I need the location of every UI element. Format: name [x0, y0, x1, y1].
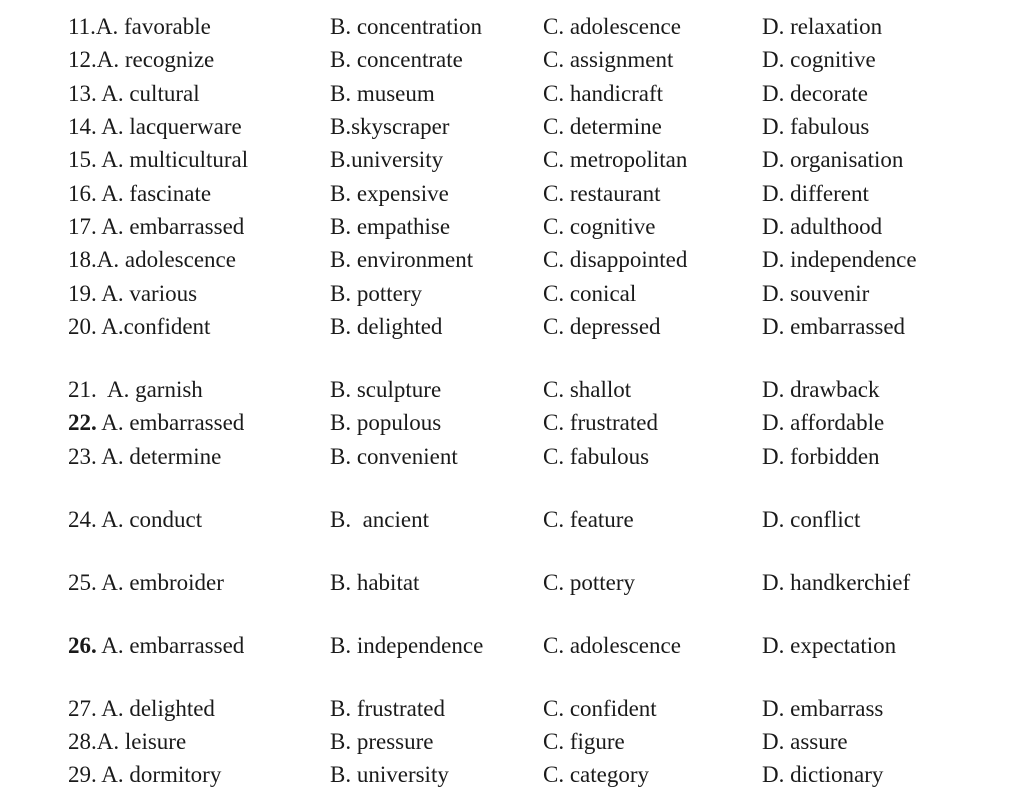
- question-number: 21.: [68, 377, 97, 402]
- option-c: C. disappointed: [543, 247, 688, 272]
- question-row: [0, 11, 1024, 43]
- question-number: 15.: [68, 147, 97, 172]
- number-spacing: [97, 377, 107, 402]
- question-row: [0, 144, 1024, 176]
- option-b: B. expensive: [330, 181, 449, 206]
- option-b: B. independence: [330, 633, 484, 658]
- option-c: C. confident: [543, 696, 657, 721]
- question-number: 12.: [68, 47, 97, 72]
- option-a-cell: [68, 44, 214, 76]
- question-number: 11.: [68, 14, 96, 39]
- option-a: A. fascinate: [101, 181, 212, 206]
- option-a: A. determine: [101, 444, 222, 469]
- option-c: C. shallot: [543, 377, 632, 402]
- option-c: C. depressed: [543, 314, 661, 339]
- option-d: D. relaxation: [762, 14, 883, 39]
- option-d: D. forbidden: [762, 444, 880, 469]
- option-b: B.skyscraper: [330, 114, 450, 139]
- option-a-cell: [68, 407, 244, 439]
- question-row: [0, 630, 1024, 662]
- option-a-cell: [68, 211, 244, 243]
- option-a: A. embarrassed: [101, 410, 245, 435]
- option-a: A. delighted: [101, 696, 215, 721]
- option-c: C. frustrated: [543, 410, 658, 435]
- question-number: 24.: [68, 507, 97, 532]
- option-b: B.university: [330, 147, 444, 172]
- option-d: D. adulthood: [762, 214, 883, 239]
- option-a: A.confident: [101, 314, 211, 339]
- question-row: [0, 278, 1024, 310]
- option-a-cell: [68, 726, 186, 758]
- option-a-cell: [68, 693, 215, 725]
- option-c: C. adolescence: [543, 633, 681, 658]
- question-row: [0, 504, 1024, 536]
- option-a: A. embarrassed: [101, 214, 245, 239]
- option-b: B. pottery: [330, 281, 422, 306]
- option-b: B. university: [330, 762, 449, 787]
- question-row: [0, 407, 1024, 439]
- option-a-cell: [68, 111, 242, 143]
- question-row: [0, 374, 1024, 406]
- option-a: A. recognize: [96, 47, 215, 72]
- option-a-cell: [68, 374, 203, 406]
- question-row: [0, 567, 1024, 599]
- option-a: A. favorable: [95, 14, 211, 39]
- option-a: A. conduct: [101, 507, 203, 532]
- question-row: [0, 759, 1024, 791]
- option-b: B. delighted: [330, 314, 443, 339]
- option-a: A. dormitory: [101, 762, 222, 787]
- option-d: D. assure: [762, 729, 848, 754]
- option-b: B. empathise: [330, 214, 451, 239]
- question-row: [0, 244, 1024, 276]
- option-c: C. category: [543, 762, 650, 787]
- option-a: A. embroider: [101, 570, 224, 595]
- question-number: 13.: [68, 81, 97, 106]
- question-row: [0, 44, 1024, 76]
- option-c: C. determine: [543, 114, 662, 139]
- option-d: D. independence: [762, 247, 917, 272]
- option-b: B. sculpture: [330, 377, 442, 402]
- option-a-cell: [68, 441, 221, 473]
- option-a-cell: [68, 178, 211, 210]
- option-a-cell: [68, 244, 236, 276]
- option-b: B. habitat: [330, 570, 420, 595]
- option-b: B. museum: [330, 81, 435, 106]
- option-c: C. figure: [543, 729, 625, 754]
- option-d: D. fabulous: [762, 114, 870, 139]
- option-b: B. concentrate: [330, 47, 463, 72]
- question-number: 26.: [68, 633, 97, 658]
- option-d: D. embarrassed: [762, 314, 906, 339]
- option-a-cell: [68, 567, 224, 599]
- question-row: [0, 311, 1024, 343]
- question-number: 25.: [68, 570, 97, 595]
- option-b: B. concentration: [330, 14, 483, 39]
- question-row: [0, 726, 1024, 758]
- question-number: 19.: [68, 281, 97, 306]
- question-number: 20.: [68, 314, 97, 339]
- option-c: C. restaurant: [543, 181, 661, 206]
- question-number: 14.: [68, 114, 97, 139]
- option-a-cell: [68, 311, 210, 343]
- question-row: [0, 78, 1024, 110]
- option-d: D. expectation: [762, 633, 897, 658]
- question-row: [0, 111, 1024, 143]
- option-a: A. multicultural: [101, 147, 249, 172]
- option-d: D. dictionary: [762, 762, 884, 787]
- option-c: C. conical: [543, 281, 637, 306]
- option-a: A. leisure: [96, 729, 187, 754]
- option-d: D. souvenir: [762, 281, 870, 306]
- option-c: C. metropolitan: [543, 147, 688, 172]
- option-b: B. environment: [330, 247, 474, 272]
- option-d: D. decorate: [762, 81, 868, 106]
- option-d: D. affordable: [762, 410, 885, 435]
- question-number: 22.: [68, 410, 97, 435]
- option-a-cell: [68, 78, 200, 110]
- option-b: B. ancient: [330, 507, 429, 532]
- option-c: C. assignment: [543, 47, 674, 72]
- question-number: 17.: [68, 214, 97, 239]
- option-a-cell: [68, 11, 211, 43]
- option-b: B. frustrated: [330, 696, 445, 721]
- option-a: A. embarrassed: [101, 633, 245, 658]
- option-a-cell: [68, 278, 197, 310]
- question-row: [0, 178, 1024, 210]
- option-b: B. pressure: [330, 729, 434, 754]
- option-b: B. convenient: [330, 444, 458, 469]
- question-row: [0, 693, 1024, 725]
- option-b: B. populous: [330, 410, 442, 435]
- option-d: D. organisation: [762, 147, 904, 172]
- question-number: 18.: [68, 247, 97, 272]
- option-d: D. handkerchief: [762, 570, 911, 595]
- option-a-cell: [68, 144, 248, 176]
- question-row: [0, 441, 1024, 473]
- option-a-cell: [68, 759, 221, 791]
- option-c: C. pottery: [543, 570, 635, 595]
- option-c: C. handicraft: [543, 81, 664, 106]
- option-a-cell: [68, 504, 202, 536]
- option-a: A. cultural: [101, 81, 200, 106]
- option-c: C. fabulous: [543, 444, 650, 469]
- option-a: A. various: [101, 281, 198, 306]
- question-number: 28.: [68, 729, 97, 754]
- question-number: 27.: [68, 696, 97, 721]
- option-d: D. drawback: [762, 377, 880, 402]
- question-row: [0, 211, 1024, 243]
- option-c: C. cognitive: [543, 214, 656, 239]
- option-a-cell: [68, 630, 244, 662]
- question-number: 23.: [68, 444, 97, 469]
- option-a: A. lacquerware: [101, 114, 242, 139]
- option-d: D. embarrass: [762, 696, 884, 721]
- option-d: D. different: [762, 181, 869, 206]
- option-d: D. cognitive: [762, 47, 876, 72]
- option-a: A. adolescence: [96, 247, 236, 272]
- option-a: A. garnish: [106, 377, 203, 402]
- option-c: C. adolescence: [543, 14, 681, 39]
- option-d: D. conflict: [762, 507, 861, 532]
- question-number: 29.: [68, 762, 97, 787]
- option-c: C. feature: [543, 507, 634, 532]
- question-number: 16.: [68, 181, 97, 206]
